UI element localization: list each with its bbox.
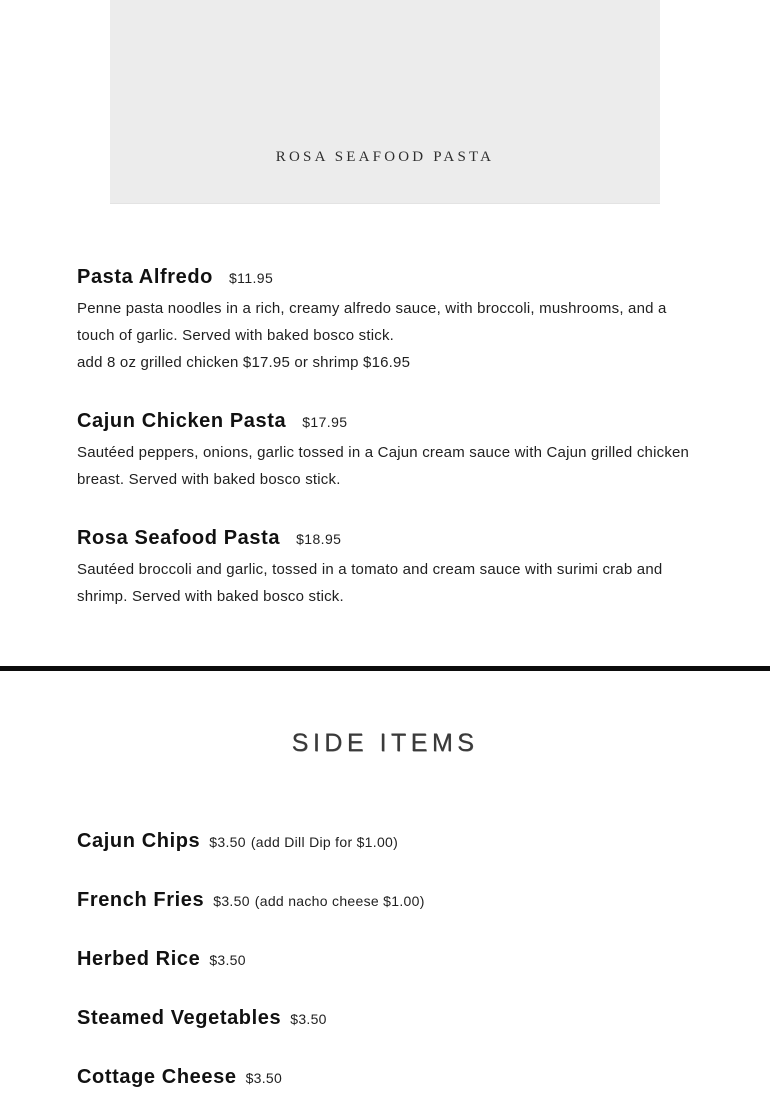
- pasta-menu-section: [0, 266, 770, 610]
- menu-item-name: Rosa Seafood Pasta: [77, 527, 281, 549]
- menu-item-description: Sautéed broccoli and garlic, tossed in a tomato and cream sauce with surimi crab and shrimp. Served with baked bosco stick.: [77, 561, 663, 605]
- menu-item: [77, 410, 693, 493]
- menu-item-description: Penne pasta noodles in a rich, creamy alfredo sauce, with broccoli, mushrooms, and a touch of garlic. Served with baked bosco stick.: [77, 300, 667, 344]
- menu-item: [77, 266, 693, 376]
- side-items-header-wrap: [0, 729, 770, 758]
- side-item-addon-note: (add Dill Dip for $1.00): [250, 834, 399, 850]
- side-item-name: Steamed Vegetables: [77, 1007, 282, 1029]
- menu-item-price: $11.95: [228, 270, 274, 286]
- menu-item-price: $17.95: [302, 414, 348, 430]
- menu-item-price: $18.95: [296, 531, 342, 547]
- side-item-addon-note: (add nacho cheese $1.00): [254, 893, 425, 909]
- side-item: [77, 948, 693, 970]
- section-divider: [0, 666, 770, 671]
- menu-item-header: [77, 266, 693, 288]
- hero-image-caption: ROSA SEAFOOD PASTA: [275, 149, 495, 165]
- menu-item-name: Pasta Alfredo: [77, 266, 213, 288]
- side-item: [77, 1007, 693, 1029]
- side-item-price: $3.50: [245, 1070, 283, 1086]
- menu-item-header: [77, 410, 693, 432]
- menu-item-header: [77, 527, 693, 549]
- side-item-price: $3.50: [213, 893, 250, 909]
- side-items-section: [0, 830, 770, 1088]
- hero-image-placeholder: [110, 0, 660, 204]
- side-item-price: $3.50: [209, 952, 246, 968]
- menu-item: [77, 527, 693, 610]
- side-item-name: Cottage Cheese: [77, 1066, 237, 1088]
- side-item: [77, 830, 693, 852]
- side-item-name: French Fries: [77, 889, 205, 911]
- side-items-section-title: SIDE ITEMS: [291, 729, 479, 757]
- menu-item-description: Sautéed peppers, onions, garlic tossed in a Cajun cream sauce with Cajun grilled chicken breast. Served with baked bosco stick.: [77, 444, 690, 488]
- side-item-name: Cajun Chips: [77, 830, 201, 852]
- side-item: [77, 889, 693, 911]
- side-item-name: Herbed Rice: [77, 948, 201, 970]
- side-item-price: $3.50: [290, 1011, 327, 1027]
- side-item: [77, 1066, 693, 1088]
- menu-item-addon-note: add 8 oz grilled chicken $17.95 or shrimp $16.95: [77, 354, 411, 371]
- menu-item-name: Cajun Chicken Pasta: [77, 410, 287, 432]
- side-item-price: $3.50: [209, 834, 246, 850]
